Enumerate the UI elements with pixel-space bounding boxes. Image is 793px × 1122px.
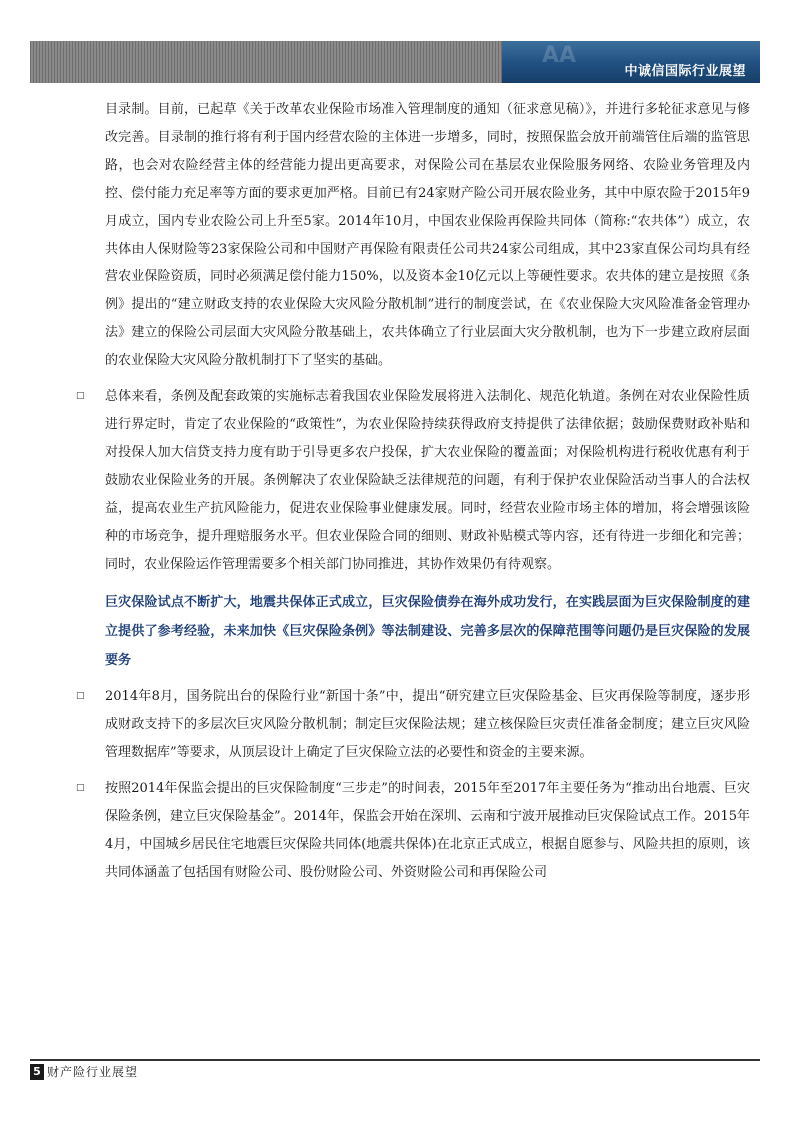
page-number: 5 <box>30 1064 44 1080</box>
bullet-square-icon: □ <box>76 391 85 402</box>
paragraph-continuation: 目录制。目前，已起草《关于改革农业保险市场准入管理制度的通知（征求意见稿）》，并进行多轮征求意见与修改完善。目录制的推行将有利于国内经营农险的主体进一步增多，同时，按照保监会放开前端管住后端的监管思路，也会对农险经营主体的经营能力提出更高要求，对保险公司在基层农业保险服务网络、农险业务管理及内控、偿付能力充足率等方面的要求更加严格。目前已有24家财产险公司开展农险业务，其中中原农险于2015年9月成立，国内专业农险公司上升至5家。2014年10月，中国农业保险再保险共同体（简称:“农共体”）成立，农共体由人保财险等23家保险公司和中国财产再保险有限责任公司共24家公司组成，其中23家直保公司均具有经营农业保险资质，同时必须满足偿付能力150%，以及资本金10亿元以上等硬性要求。农共体的建立是按照《条例》提出的“建立财政支持的农业保险大灾风险分散机制”进行的制度尝试，在《农业保险大灾风险准备金管理办法》建立的保险公司层面大灾风险分散基础上，农共体确立了行业层面大灾分散机制，也为下一步建立政府层面的农业保险大灾风险分散机制打下了坚实的基础。 <box>105 102 750 369</box>
bullet-text: 按照2014年保监会提出的巨灾保险制度“三步走”的时间表，2015年至2017年主要任务为“推动出台地震、巨灾保险条例，建立巨灾保险基金”。2014年，保监会开始在深圳、云南和宁波开展推动巨灾保险试点工作。2015年4月，中国城乡居民住宅地震巨灾保险共同体(地震共保体)在北京正式成立，根据自愿参与、风险共担的原则，该共同体涵盖了包括国有财险公司、股份财险公司、外资财险公司和再保险公司 <box>105 781 750 880</box>
header-banner <box>502 41 760 83</box>
header-band <box>30 41 760 83</box>
section-heading: 巨灾保险试点不断扩大，地震共保体正式成立，巨灾保险债券在海外成功发行，在实践层面为巨灾保险制度的建立提供了参考经验，未来加快《巨灾保险条例》等法制建设、完善多层次的保障范围等问题仍是巨灾保险的发展要务 <box>105 595 750 669</box>
bullet-text: 2014年8月，国务院出台的保险行业“新国十条”中，提出“研究建立巨灾保险基金、巨灾再保险等制度，逐步形成财政支持下的多层次巨灾风险分散机制；制定巨灾保险法规；建立核保险巨灾责任准备金制度；建立巨灾风险管理数据库”等要求，从顶层设计上确定了巨灾保险立法的必要性和资金的主要来源。 <box>105 689 750 761</box>
bullet-item <box>70 383 750 578</box>
footer-divider <box>30 1059 760 1061</box>
bullet-item <box>70 775 750 887</box>
bullet-item <box>70 683 750 767</box>
bullet-square-icon: □ <box>76 783 85 794</box>
bullet-text: 总体来看，条例及配套政策的实施标志着我国农业保险发展将进入法制化、规范化轨道。条例在对农业保险性质进行界定时，肯定了农业保险的“政策性”，为农业保险持续获得政府支持提供了法律依据；鼓励保费财政补贴和对投保人加大信贷支持力度有助于引导更多农户投保，扩大农业保险的覆盖面；对保险机构进行税收优惠有利于鼓励农业保险业务的开展。条例解决了农业保险缺乏法律规范的问题，有利于保护农业保险活动当事人的合法权益，提高农业生产抗风险能力，促进农业保险事业健康发展。同时，经营农业险市场主体的增加，将会增强该险种的市场竞争，提升理赔服务水平。但农业保险合同的细则、财政补贴模式等内容，还有待进一步细化和完善；同时，农业保险运作管理需要多个相关部门协同推进，其协作效果仍有待观察。 <box>105 389 750 572</box>
bullet-square-icon: □ <box>76 691 85 702</box>
page-content <box>70 96 750 887</box>
footer-label: 财产险行业展望 <box>47 1065 139 1079</box>
header-decoration: AA <box>542 43 577 68</box>
header-title: 中诚信国际行业展望 <box>624 64 746 79</box>
